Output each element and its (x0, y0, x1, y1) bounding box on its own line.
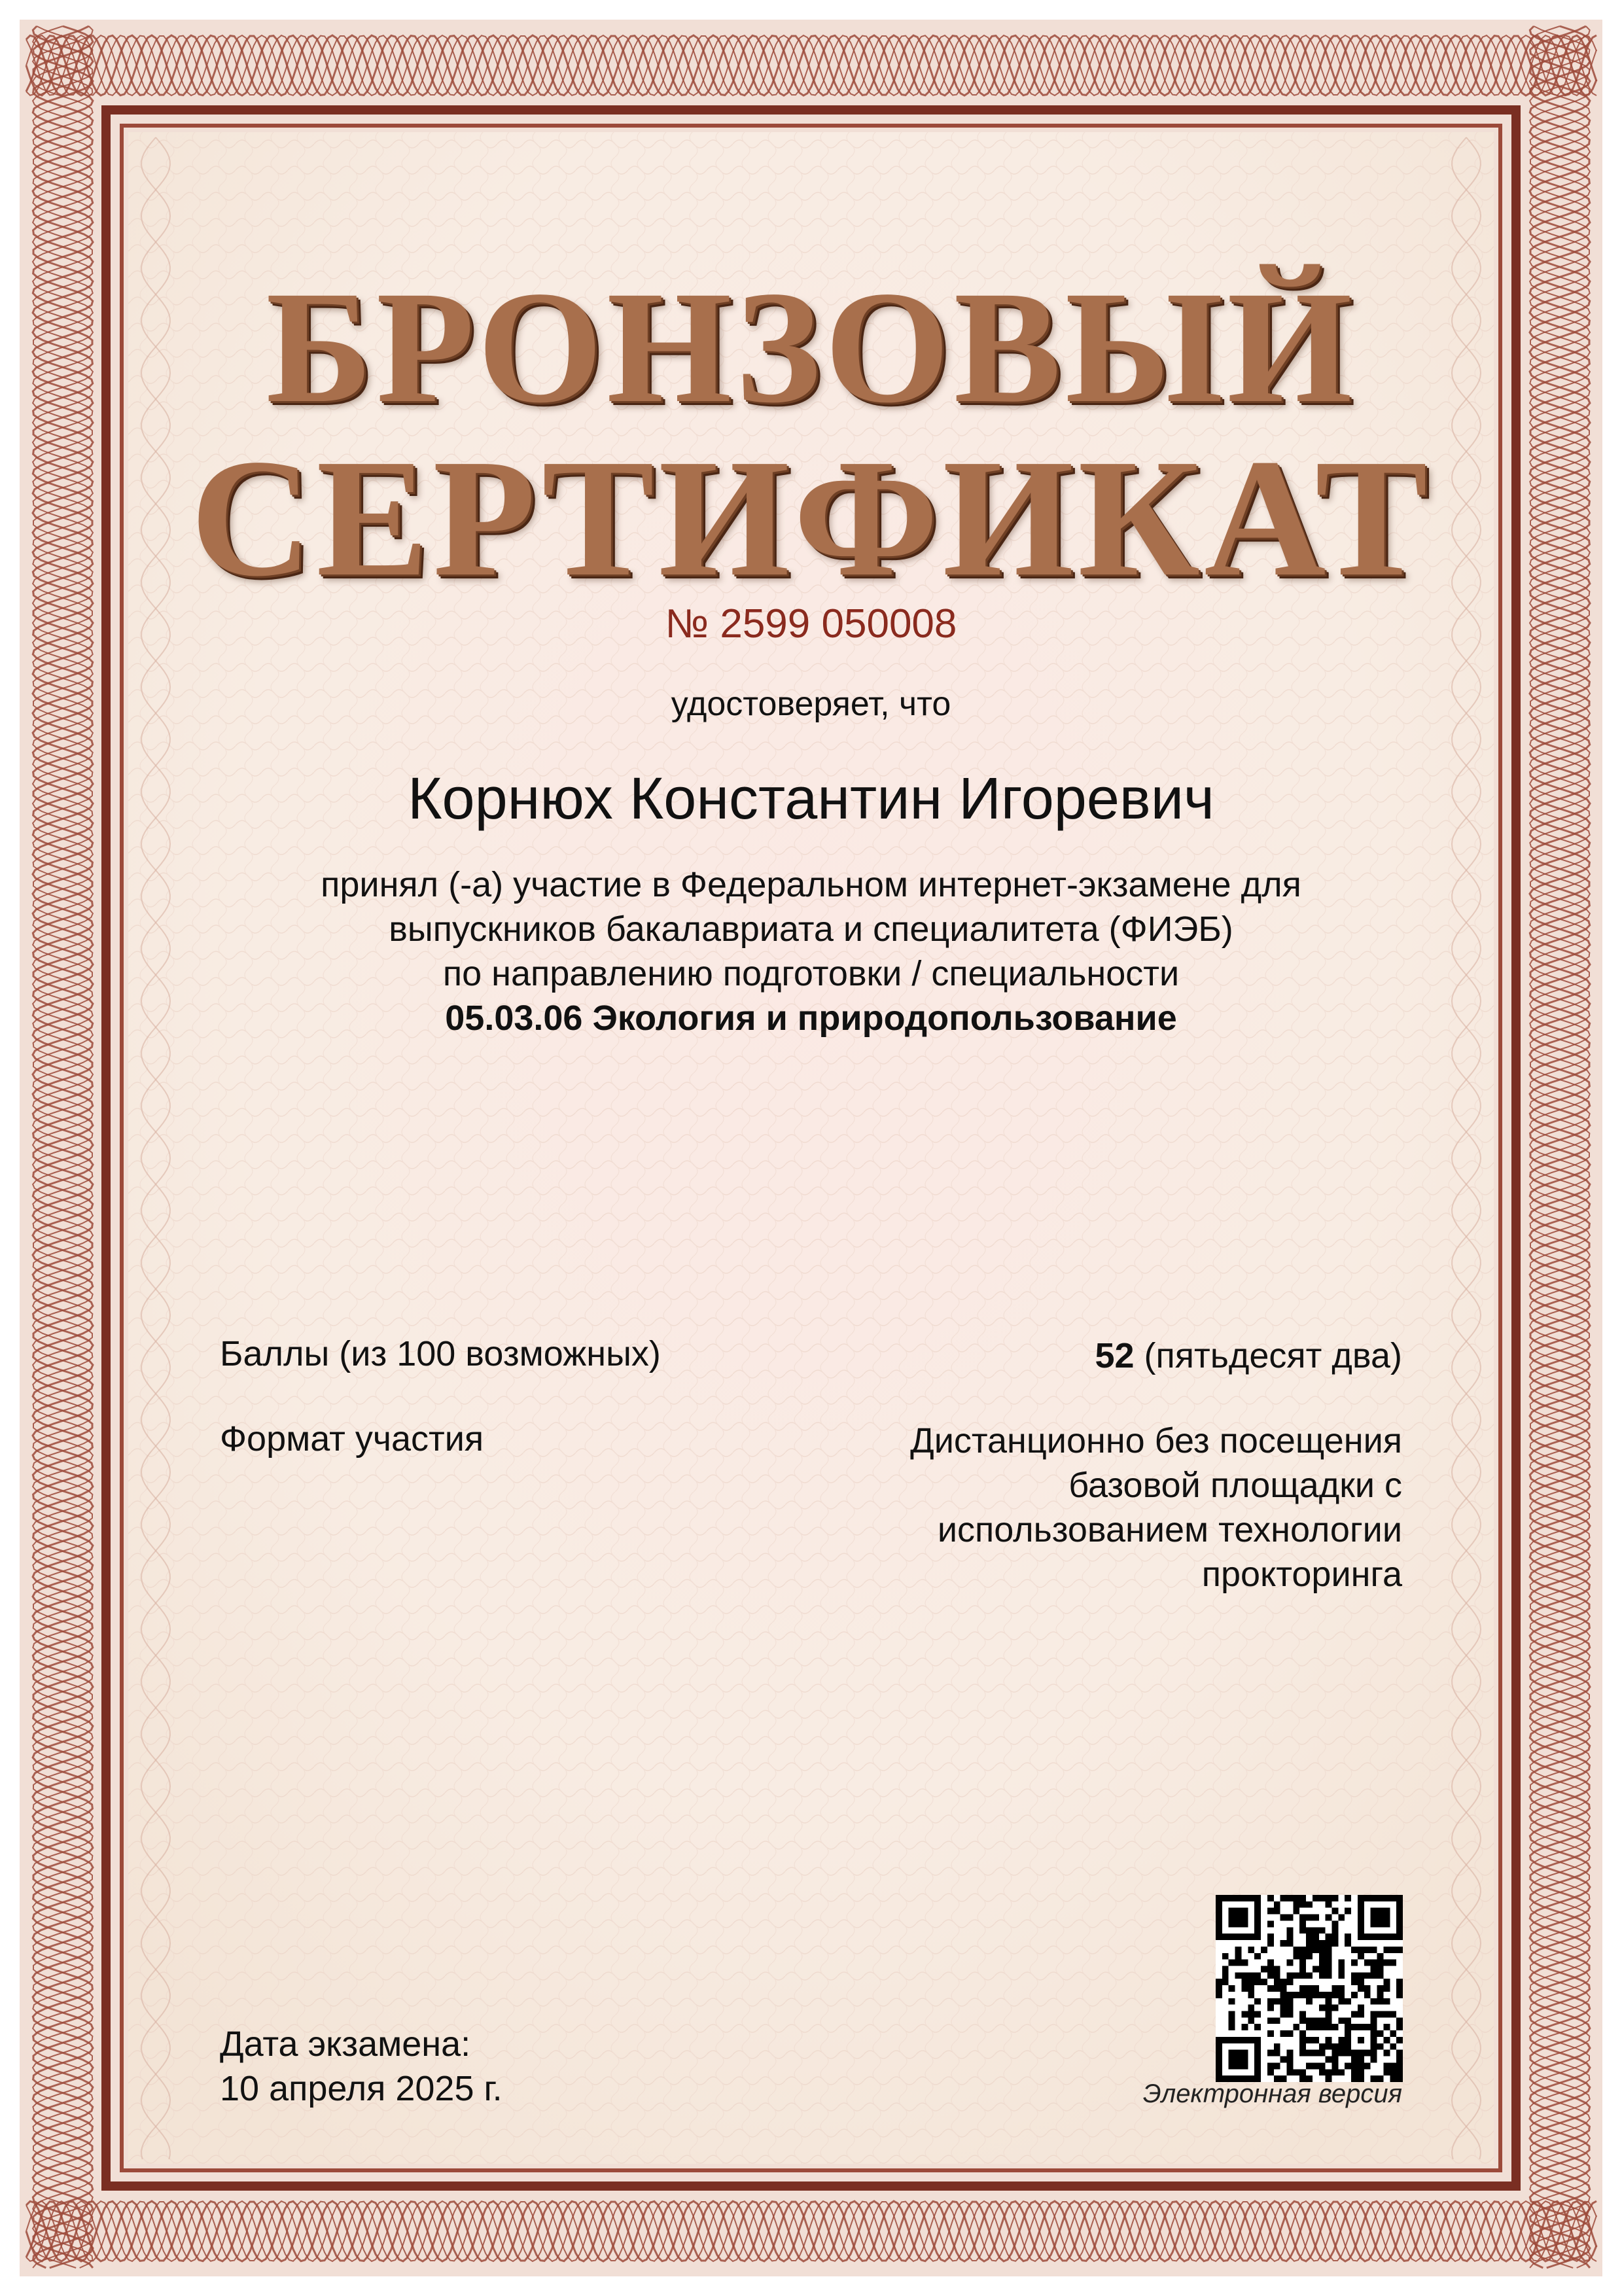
format-value (910, 1419, 1402, 1597)
score-value (1095, 1333, 1402, 1378)
exam-date (220, 2022, 502, 2111)
title-line-2: СЕРТИФИКАТ (190, 424, 1432, 611)
exam-date-label: Дата экзамена: (220, 2024, 471, 2064)
certifies-text: удостоверяет, что (671, 685, 951, 723)
format-value-line-3: использованием технологии (937, 1510, 1402, 1549)
score-words: (пятьдесят два) (1144, 1336, 1402, 1375)
score-number: 52 (1095, 1336, 1135, 1375)
person-name: Корнюх Константин Игоревич (408, 766, 1214, 832)
exam-date-value: 10 апреля 2025 г. (220, 2069, 502, 2108)
format-value-line-4: прокторинга (1201, 1555, 1402, 1594)
qr-code-icon[interactable] (1216, 1895, 1403, 2082)
electronic-version-label: Электронная версия (1142, 2079, 1402, 2108)
format-label: Формат участия (220, 1419, 484, 1458)
participation-line-2: выпускников бакалавриата и специалитета (ФИЭБ) (389, 910, 1233, 949)
format-value-line-1: Дистанционно без посещения (910, 1421, 1402, 1460)
participation-text (131, 862, 1491, 1040)
format-value-line-2: базовой площадки с (1068, 1466, 1402, 1505)
participation-line-3: по направлению подготовки / специальности (442, 954, 1180, 993)
specialty: 05.03.06 Экология и природопользование (445, 998, 1177, 1038)
certificate-number: № 2599 050008 (665, 601, 957, 646)
score-label: Баллы (из 100 возможных) (220, 1334, 661, 1373)
participation-line-1: принял (-а) участие в Федеральном интернет-экзамене для (321, 865, 1301, 904)
title-line-1: БРОНЗОВЫЙ (266, 258, 1356, 436)
